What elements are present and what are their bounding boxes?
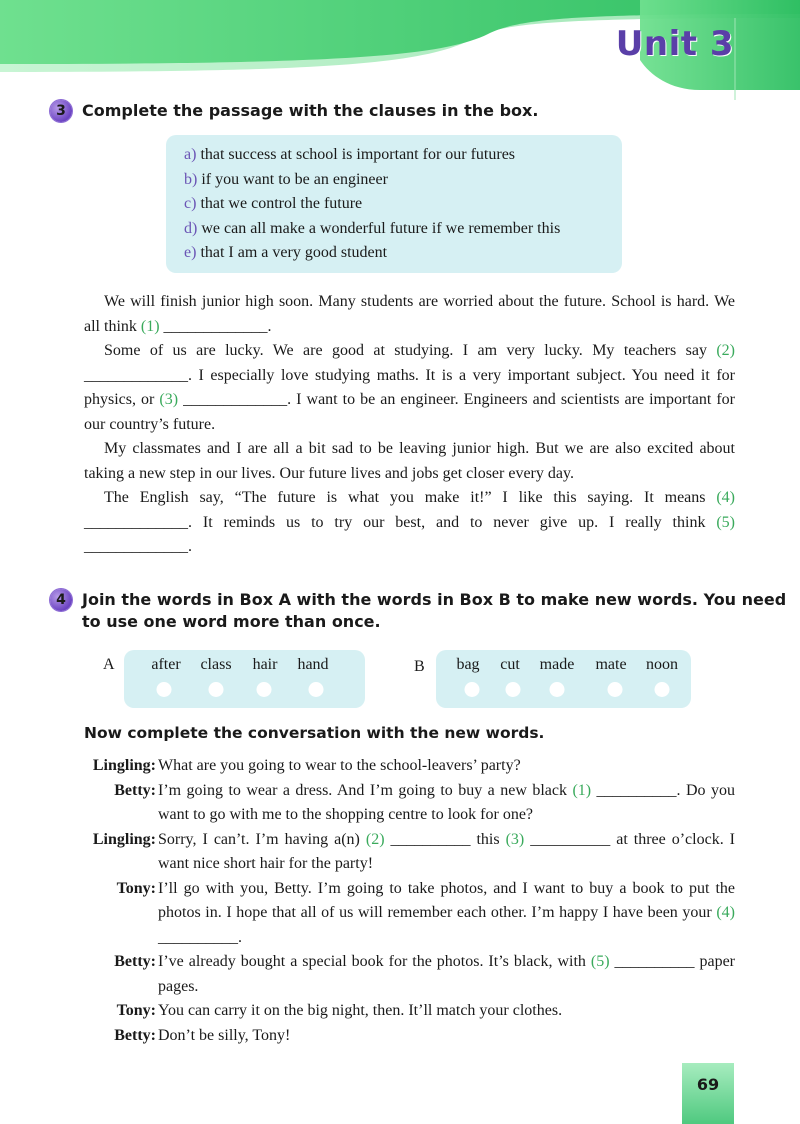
clause-item-d [184,217,560,242]
conversation-line [84,828,735,877]
blank-number: (4) [716,489,735,506]
utterance [156,828,735,877]
speaker-name: Betty: [114,781,156,799]
utterance-text: I’ll go with you, Betty. I’m going to take photos, and I want to buy a book to put the photos in. I hope that all of us will remember each other. I’m happy I have been your [158,879,735,921]
utterance-text: Don’t be silly, Tony! [158,1026,291,1044]
utterance-text: __________ paper pages. [158,953,736,995]
speaker-name: Betty: [114,1026,156,1044]
passage-text: My classmates and I are all a bit sad to be leaving junior high. But we are also excited about taking a new step in our lives. Our future lives and jobs get closer every day. [84,440,735,482]
utterance-text: __________ this [384,830,506,848]
clause-item-a [184,143,560,168]
utterance-text: __________. [158,928,242,946]
utterance-text: I’ve already bought a special book for the photos. It’s black, with [158,953,591,970]
blank-number: (2) [716,342,735,359]
box-a-connector-dot[interactable] [157,682,172,697]
passage-text: _____________. It reminds us to try our best, and to never give up. I really think [84,513,717,531]
conversation-line [84,999,735,1024]
clause-letter: b) [184,170,198,188]
box-a-connector-dot[interactable] [209,682,224,697]
passage [84,290,735,560]
clause-letter: e) [184,244,197,261]
utterance [156,779,735,828]
clause-text: we can all make a wonderful future if we remember this [201,219,561,237]
box-b-connector-dot[interactable] [506,682,521,697]
clause-item-b [184,168,560,193]
box-b-connector-dot[interactable] [608,682,623,697]
box-a [124,650,365,708]
utterance-text: Sorry, I can’t. I’m having a(n) [158,830,366,848]
clause-text: that we control the future [200,195,363,212]
utterance [156,754,735,779]
blank-number: (3) [159,391,179,408]
clause-item-e [184,241,560,266]
box-b-connector-dot[interactable] [465,682,480,697]
section-3-number-badge: 3 [50,100,72,122]
conversation-line [84,754,735,779]
unit-title: Unit 3 [615,24,734,64]
utterance-text: __________ at three o’clock. I want nice short hair for the party! [158,830,736,872]
box-b-word: made [539,656,575,673]
box-a-connector-dot[interactable] [309,682,324,697]
clause-letter: a) [184,146,197,163]
box-b [436,650,691,708]
conversation-instruction: Now complete the conversation with the new words. [84,724,545,742]
box-a-word: hair [252,656,278,673]
box-b-word: cut [500,656,520,673]
section-3-instruction: Complete the passage with the clauses in the box. [82,101,539,120]
passage-text: _____________. I especially love studying maths. It is a very important subject. You need it for physics, or [84,366,735,408]
speaker-name: Tony: [116,879,156,897]
clause-letter: d) [184,219,198,237]
blank-number: (5) [590,953,610,970]
section-4-instruction-line-2: to use one word more than once. [82,612,381,631]
box-a-label: A [103,656,115,673]
passage-paragraph-4 [84,486,735,560]
blank-number: (2) [365,830,385,848]
conversation-line [84,950,735,999]
utterance [156,950,735,999]
utterance-text: __________. Do you want to go with me to the shopping centre to look for one? [158,781,735,823]
box-b-word: bag [456,656,480,673]
conversation-line [84,779,735,828]
utterance-text: You can carry it on the big night, then. It’ll match your clothes. [158,1002,563,1019]
conversation-line [84,1024,735,1049]
speaker-name: Tony: [116,1002,156,1019]
passage-paragraph-2 [84,339,735,437]
speaker-name: Betty: [114,953,156,970]
box-b-connector-dot[interactable] [550,682,565,697]
clause-text: that I am a very good student [200,244,388,261]
section-3-heading [50,100,538,122]
speaker-name: Lingling: [92,757,156,774]
blank-number: (1) [572,781,592,799]
utterance [156,877,735,951]
passage-paragraph-3 [84,437,735,486]
clause-list [184,143,560,266]
box-b-word: mate [595,656,627,673]
passage-text: _____________. [84,538,192,555]
passage-text: Some of us are lucky. We are good at studying. I am very lucky. My teachers say [104,342,717,359]
clause-text: if you want to be an engineer [201,170,388,188]
passage-text: The English say, “The future is what you make it!” I like this saying. It means [104,489,717,506]
section-4-instruction-line-1: Join the words in Box A with the words in Box B to make new words. You need [82,590,787,609]
section-4-number-badge: 4 [50,589,72,611]
box-b-label: B [414,658,425,675]
box-a-word: class [200,656,232,673]
conversation-line [84,877,735,951]
box-b-word: noon [646,656,678,673]
utterance-text: What are you going to wear to the school-leavers’ party? [158,757,521,774]
blank-number: (3) [505,830,525,848]
clause-item-c [184,192,560,217]
page-number-tab [682,1063,734,1124]
blank-number: (1) [140,317,160,335]
clause-letter: c) [184,195,197,212]
passage-text: We will finish junior high soon. Many students are worried about the future. School is hard. We all think [84,293,735,335]
utterance [156,999,735,1024]
page-number: 69 [696,1075,720,1094]
box-b-connector-dot[interactable] [655,682,670,697]
blank-number: (4) [716,904,735,921]
box-a-connector-dot[interactable] [257,682,272,697]
clause-box [166,135,622,273]
passage-text: _____________. [159,317,272,335]
section-4-instruction [82,589,786,633]
box-a-word: after [151,656,181,673]
speaker-name: Lingling: [92,830,156,848]
section-4-heading [50,589,786,633]
passage-paragraph-1 [84,290,735,339]
box-a-word: hand [297,656,329,673]
passage-text: _____________. I want to be an engineer. Engineers and scientists are important for our country’s future. [84,391,736,433]
blank-number: (5) [716,513,735,531]
utterance [156,1024,735,1049]
clause-text: that success at school is important for our futures [200,146,516,163]
utterance-text: I’m going to wear a dress. And I’m going to buy a new black [158,781,573,799]
conversation [84,754,735,1048]
